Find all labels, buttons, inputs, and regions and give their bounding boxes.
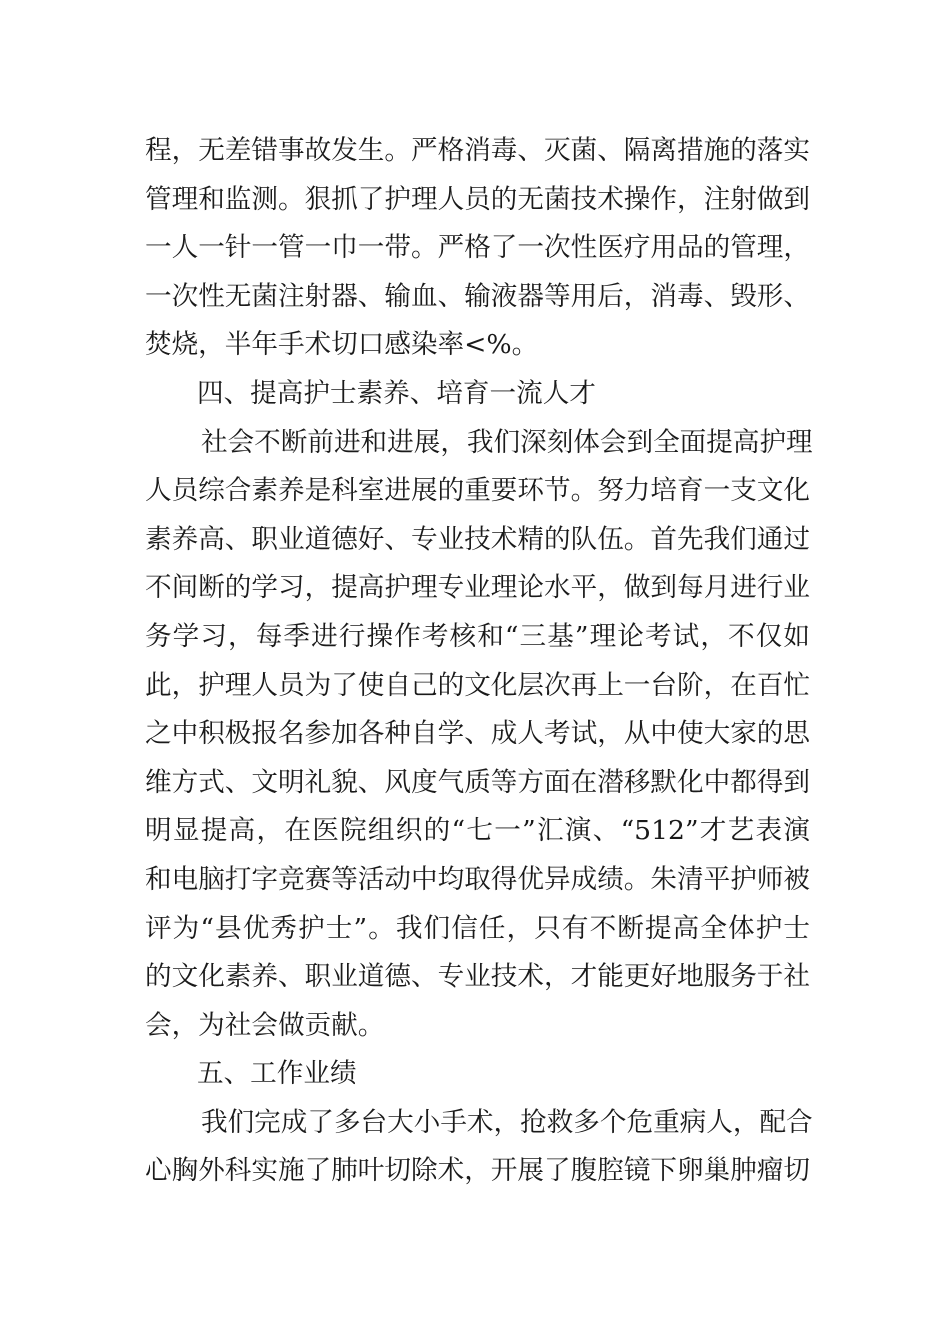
paragraph-line: 之中积极报名参加各种自学、成人考试，从中使大家的思 xyxy=(145,718,810,750)
paragraph-first-line: 我们完成了多台大小手术，抢救多个危重病人，配合 xyxy=(201,1106,813,1138)
paragraph-line: 素养高、职业道德好、专业技术精的队伍。首先我们通过 xyxy=(145,523,810,555)
paragraph-line: 的文化素养、职业道德、专业技术，才能更好地服务于社 xyxy=(145,961,810,993)
paragraph-line: 维方式、文明礼貌、风度气质等方面在潜移默化中都得到 xyxy=(145,766,810,798)
document-body xyxy=(145,127,813,1196)
paragraph-line: 一次性无菌注射器、输血、输液器等用后，消毒、毁形、 xyxy=(145,280,810,312)
paragraph-line: 和电脑打字竞赛等活动中均取得优异成绩。朱清平护师被 xyxy=(145,863,810,895)
paragraph-line: 会，为社会做贡献。 xyxy=(145,1009,385,1041)
paragraph-line: 焚烧，半年手术切口感染率<%。 xyxy=(145,329,539,361)
section-heading-four: 四、提高护士素养、培育一流人才 xyxy=(197,377,596,409)
paragraph-line: 程，无差错事故发生。严格消毒、灭菌、隔离措施的落实 xyxy=(145,135,810,166)
paragraph-first-line: 社会不断前进和进展，我们深刻体会到全面提高护理 xyxy=(201,426,813,458)
paragraph-line: 明显提高，在医院组织的“七一”汇演、“512”才艺表演 xyxy=(145,815,810,847)
section-heading-five: 五、工作业绩 xyxy=(197,1058,357,1090)
paragraph-line: 心胸外科实施了肺叶切除术，开展了腹腔镜下卵巢肿瘤切 xyxy=(145,1155,810,1187)
paragraph-line: 此，护理人员为了使自己的文化层次再上一台阶，在百忙 xyxy=(145,669,810,701)
paragraph-line: 管理和监测。狠抓了护理人员的无菌技术操作，注射做到 xyxy=(145,183,810,215)
paragraph-line: 人员综合素养是科室进展的重要环节。努力培育一支文化 xyxy=(145,475,810,507)
paragraph-line: 一人一针一管一巾一带。严格了一次性医疗用品的管理， xyxy=(145,232,810,264)
paragraph-line: 不间断的学习，提高护理专业理论水平，做到每月进行业 xyxy=(145,572,810,604)
paragraph-line: 评为“县优秀护士”。我们信任，只有不断提高全体护士 xyxy=(145,912,810,944)
paragraph-line: 务学习，每季进行操作考核和“三基”理论考试，不仅如 xyxy=(145,620,810,652)
